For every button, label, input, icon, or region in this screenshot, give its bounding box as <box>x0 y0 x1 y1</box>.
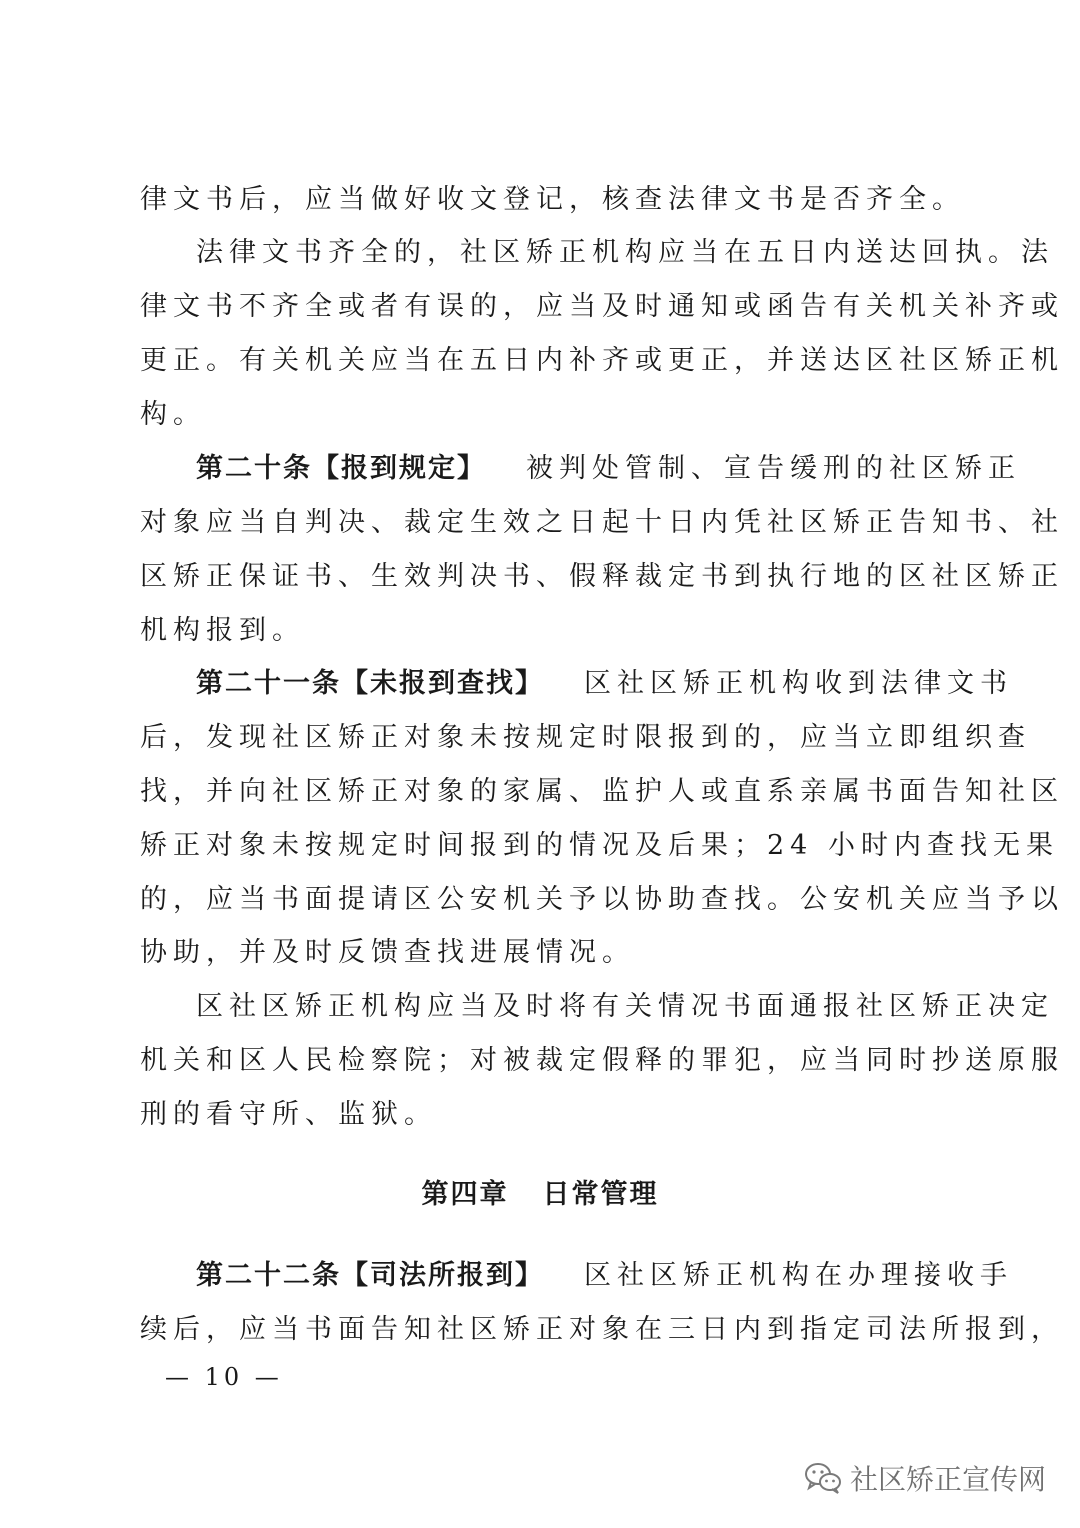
text-line: 更正。有关机关应当在五日内补齐或更正，并送达区社区矫正机 <box>140 345 1064 376</box>
text-line: 续后，应当书面告知社区矫正对象在三日内到指定司法所报到， <box>140 1314 1064 1345</box>
text-line: 协助，并及时反馈查找进展情况。 <box>140 937 635 968</box>
article-20-text: 被判处管制、宣告缓刑的社区矫正 <box>526 453 1021 484</box>
article-21-heading: 第二十一条【未报到查找】 <box>196 668 544 699</box>
text-line: 矫正对象未按规定时间报到的情况及后果；24 小时内查找无果 <box>140 830 1059 861</box>
wechat-icon <box>804 1461 842 1495</box>
text-line: 机构报到。 <box>140 615 305 646</box>
text-line: 法律文书齐全的，社区矫正机构应当在五日内送达回执。法 <box>196 237 1054 268</box>
article-22-first-line <box>140 1256 1013 1296</box>
article-20-heading: 第二十条【报到规定】 <box>196 453 486 484</box>
article-22-heading: 第二十二条【司法所报到】 <box>196 1260 544 1291</box>
text-line: 找，并向社区矫正对象的家属、监护人或直系亲属书面告知社区 <box>140 776 1064 807</box>
text-line: 刑的看守所、监狱。 <box>140 1099 437 1130</box>
chapter-title: 日常管理 <box>542 1179 659 1210</box>
text-line: 律文书不齐全或者有误的，应当及时通知或函告有关机关补齐或 <box>140 291 1064 322</box>
text-line: 对象应当自判决、裁定生效之日起十日内凭社区矫正告知书、社 <box>140 507 1064 538</box>
text-line: 构。 <box>140 399 206 430</box>
text-line: 后，发现社区矫正对象未按规定时限报到的，应当立即组织查 <box>140 722 1031 753</box>
article-20-first-line <box>140 449 1021 489</box>
article-22-text: 区社区矫正机构在办理接收手 <box>584 1260 1013 1291</box>
text-line: 律文书后，应当做好收文登记，核查法律文书是否齐全。 <box>140 184 965 215</box>
article-21-text: 区社区矫正机构收到法律文书 <box>584 668 1013 699</box>
text-line: 区矫正保证书、生效判决书、假释裁定书到执行地的区社区矫正 <box>140 561 1064 592</box>
watermark <box>804 1458 1046 1498</box>
page-number: — 10 — <box>165 1363 283 1391</box>
chapter-number: 第四章 <box>421 1179 509 1210</box>
watermark-text: 社区矫正宣传网 <box>849 1463 1046 1496</box>
text-line: 的，应当书面提请区公安机关予以协助查找。公安机关应当予以 <box>140 884 1064 915</box>
text-line: 区社区矫正机构应当及时将有关情况书面通报社区矫正决定 <box>196 991 1054 1022</box>
text-line: 机关和区人民检察院；对被裁定假释的罪犯，应当同时抄送原服 <box>140 1045 1064 1076</box>
chapter-heading <box>0 1175 1080 1215</box>
article-21-first-line <box>140 664 1013 704</box>
